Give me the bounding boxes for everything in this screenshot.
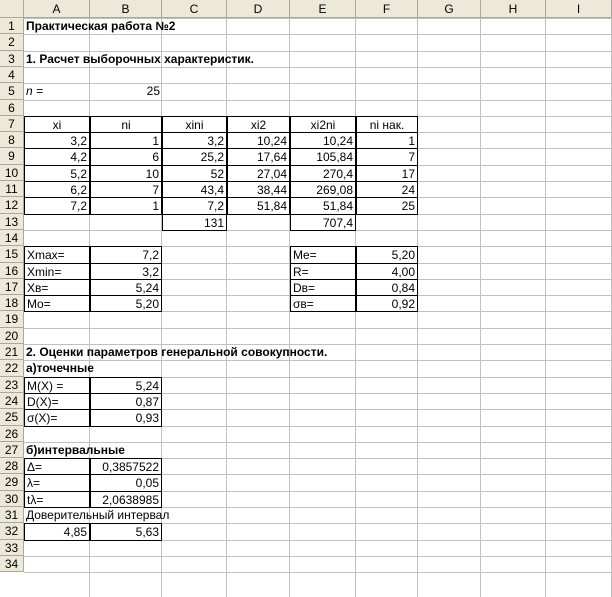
n-label[interactable]: n = — [26, 84, 44, 98]
column-header-f[interactable]: F — [356, 0, 418, 18]
column-header-g[interactable]: G — [418, 0, 481, 18]
table-cell[interactable]: 51,84 — [227, 197, 290, 215]
row-header-4[interactable]: 4 — [0, 67, 24, 83]
column-header-a[interactable]: A — [24, 0, 90, 18]
stat-label[interactable]: σ(X)= — [24, 409, 90, 427]
table-cell[interactable]: 27,04 — [227, 165, 290, 182]
row-header-2[interactable]: 2 — [0, 34, 24, 51]
table-cell[interactable]: 7,2 — [162, 197, 227, 215]
sheet-title[interactable]: Практическая работа №2 — [26, 19, 176, 33]
stat-value[interactable]: 0,92 — [356, 295, 418, 312]
row-header-15[interactable]: 15 — [0, 246, 24, 263]
subsection-heading[interactable]: а)точечные — [26, 361, 94, 375]
table-cell[interactable]: 24 — [356, 181, 418, 198]
row-header-7[interactable]: 7 — [0, 116, 24, 132]
table-cell[interactable]: 51,84 — [290, 197, 356, 215]
table-header-cell[interactable]: ni — [90, 116, 162, 133]
row-header-11[interactable]: 11 — [0, 181, 24, 197]
stat-label[interactable]: σв= — [290, 295, 356, 312]
ci-upper[interactable]: 5,63 — [90, 523, 162, 541]
row-header-12[interactable]: 12 — [0, 197, 24, 214]
row-header-8[interactable]: 8 — [0, 132, 24, 148]
row-header-34[interactable]: 34 — [0, 556, 24, 572]
sum-xini[interactable]: 131 — [162, 214, 227, 231]
stat-value[interactable]: 7,2 — [90, 246, 162, 264]
row-header-30[interactable]: 30 — [0, 491, 24, 507]
table-cell[interactable]: 38,44 — [227, 181, 290, 198]
subsection-heading[interactable]: б)интервальные — [26, 443, 125, 457]
table-cell[interactable]: 17 — [356, 165, 418, 182]
row-header-28[interactable]: 28 — [0, 458, 24, 474]
table-cell[interactable]: 105,84 — [290, 148, 356, 166]
row-header-31[interactable]: 31 — [0, 507, 24, 523]
row-header-5[interactable]: 5 — [0, 83, 24, 100]
stat-label[interactable]: λ= — [24, 474, 90, 492]
table-cell[interactable]: 270,4 — [290, 165, 356, 182]
table-cell[interactable]: 3,2 — [162, 132, 227, 149]
row-header-9[interactable]: 9 — [0, 148, 24, 165]
stat-value[interactable]: 3,2 — [90, 263, 162, 280]
ci-lower[interactable]: 4,85 — [24, 523, 90, 541]
row-header-23[interactable]: 23 — [0, 377, 24, 393]
table-cell[interactable]: 10,24 — [290, 132, 356, 149]
stat-value[interactable]: 0,05 — [90, 474, 162, 492]
table-cell[interactable]: 1 — [90, 197, 162, 215]
row-header-29[interactable]: 29 — [0, 474, 24, 491]
row-header-32[interactable]: 32 — [0, 523, 24, 540]
row-header-6[interactable]: 6 — [0, 100, 24, 116]
table-cell[interactable]: 4,2 — [24, 148, 90, 166]
row-header-10[interactable]: 10 — [0, 165, 24, 181]
table-header-cell[interactable]: ni нак. — [356, 116, 418, 133]
stat-value[interactable]: 2,0638985 — [90, 491, 162, 508]
table-cell[interactable]: 5,2 — [24, 165, 90, 182]
table-cell[interactable]: 269,08 — [290, 181, 356, 198]
row-header-1[interactable]: 1 — [0, 18, 24, 34]
table-cell[interactable]: 25 — [356, 197, 418, 215]
row-header-19[interactable]: 19 — [0, 311, 24, 328]
stat-value[interactable]: 5,24 — [90, 377, 162, 394]
stat-label[interactable]: Xmin= — [24, 263, 90, 280]
table-cell[interactable]: 1 — [90, 132, 162, 149]
row-header-25[interactable]: 25 — [0, 409, 24, 426]
column-header-i[interactable]: I — [546, 0, 612, 18]
stat-label[interactable]: R= — [290, 263, 356, 280]
table-cell[interactable]: 52 — [162, 165, 227, 182]
n-value[interactable]: 25 — [146, 84, 160, 98]
stat-label[interactable]: Mo= — [24, 295, 90, 312]
stat-value[interactable]: 5,20 — [90, 295, 162, 312]
row-header-27[interactable]: 27 — [0, 442, 24, 458]
section-heading[interactable]: 2. Оценки параметров генеральной совокупности. — [26, 345, 328, 359]
stat-label[interactable]: tλ= — [24, 491, 90, 508]
row-header-22[interactable]: 22 — [0, 360, 24, 377]
table-cell[interactable]: 7,2 — [24, 197, 90, 215]
row-header-33[interactable]: 33 — [0, 540, 24, 556]
table-cell[interactable]: 17,64 — [227, 148, 290, 166]
stat-label[interactable]: Dв= — [290, 279, 356, 296]
stat-value[interactable]: 0,84 — [356, 279, 418, 296]
stat-label[interactable]: D(X)= — [24, 393, 90, 410]
stat-value[interactable]: 0,3857522 — [90, 458, 162, 475]
column-header-b[interactable]: B — [90, 0, 162, 18]
table-header-cell[interactable]: xi2ni — [290, 116, 356, 133]
row-header-20[interactable]: 20 — [0, 328, 24, 344]
section-heading[interactable]: 1. Расчет выборочных характеристик. — [26, 52, 254, 66]
row-header-26[interactable]: 26 — [0, 426, 24, 442]
stat-label[interactable]: Xв= — [24, 279, 90, 296]
table-cell[interactable]: 7 — [356, 148, 418, 166]
table-cell[interactable]: 3,2 — [24, 132, 90, 149]
column-header-d[interactable]: D — [227, 0, 290, 18]
table-cell[interactable]: 25,2 — [162, 148, 227, 166]
row-header-18[interactable]: 18 — [0, 295, 24, 311]
row-header-16[interactable]: 16 — [0, 263, 24, 279]
table-cell[interactable]: 6,2 — [24, 181, 90, 198]
stat-label[interactable]: M(X) = — [24, 377, 90, 394]
table-cell[interactable]: 1 — [356, 132, 418, 149]
table-header-cell[interactable]: xi2 — [227, 116, 290, 133]
table-cell[interactable]: 43,4 — [162, 181, 227, 198]
stat-value[interactable]: 5,24 — [90, 279, 162, 296]
stat-label[interactable]: Xmax= — [24, 246, 90, 264]
stat-value[interactable]: 5,20 — [356, 246, 418, 264]
stat-value[interactable]: 4,00 — [356, 263, 418, 280]
stat-label[interactable]: Δ= — [24, 458, 90, 475]
table-cell[interactable]: 10 — [90, 165, 162, 182]
ci-label[interactable]: Доверительный интервал — [26, 508, 170, 522]
sum-xi2ni[interactable]: 707,4 — [290, 214, 356, 231]
row-header-13[interactable]: 13 — [0, 214, 24, 230]
stat-value[interactable]: 0,87 — [90, 393, 162, 410]
row-header-21[interactable]: 21 — [0, 344, 24, 360]
row-header-24[interactable]: 24 — [0, 393, 24, 409]
stat-label[interactable]: Me= — [290, 246, 356, 264]
table-cell[interactable]: 7 — [90, 181, 162, 198]
table-header-cell[interactable]: xini — [162, 116, 227, 133]
column-header-c[interactable]: C — [162, 0, 227, 18]
table-cell[interactable]: 10,24 — [227, 132, 290, 149]
table-cell[interactable]: 6 — [90, 148, 162, 166]
row-header-14[interactable]: 14 — [0, 230, 24, 246]
column-header-h[interactable]: H — [481, 0, 546, 18]
row-header-17[interactable]: 17 — [0, 279, 24, 295]
row-header-3[interactable]: 3 — [0, 51, 24, 67]
table-header-cell[interactable]: xi — [24, 116, 90, 133]
stat-value[interactable]: 0,93 — [90, 409, 162, 427]
column-header-e[interactable]: E — [290, 0, 356, 18]
